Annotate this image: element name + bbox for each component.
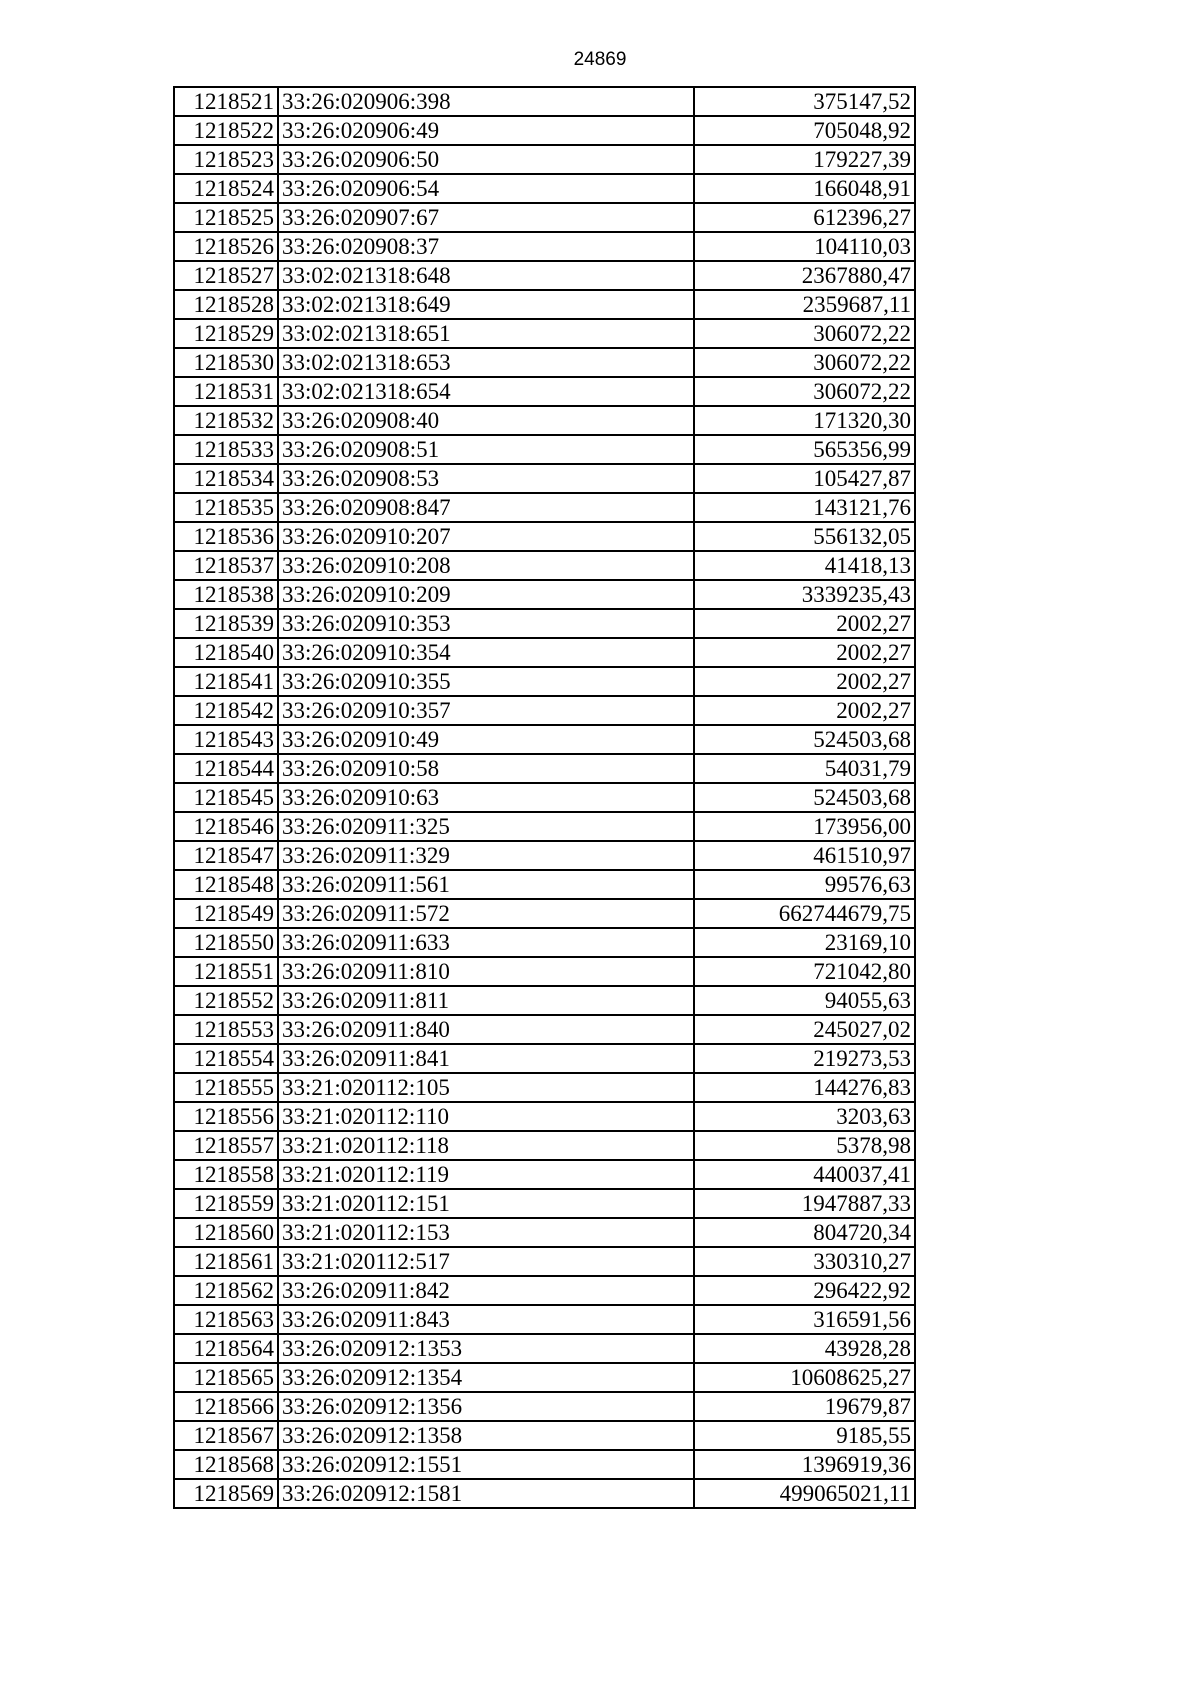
cadastral-number-cell: 33:26:020908:37: [278, 232, 694, 261]
row-id-cell: 1218533: [174, 435, 278, 464]
cadastral-value-cell: 662744679,75: [694, 899, 915, 928]
row-id-cell: 1218540: [174, 638, 278, 667]
page-number: 24869: [573, 49, 627, 70]
cadastral-number-cell: 33:02:021318:653: [278, 348, 694, 377]
row-id-cell: 1218535: [174, 493, 278, 522]
cadastral-value-cell: 721042,80: [694, 957, 915, 986]
table-row: [174, 406, 915, 435]
table-row: [174, 696, 915, 725]
cadastral-number-cell: 33:26:020911:572: [278, 899, 694, 928]
row-id-cell: 1218559: [174, 1189, 278, 1218]
table-row: [174, 638, 915, 667]
table-row: [174, 493, 915, 522]
cadastral-number-cell: 33:26:020906:50: [278, 145, 694, 174]
cadastral-value-cell: 54031,79: [694, 754, 915, 783]
table-row: [174, 580, 915, 609]
row-id-cell: 1218523: [174, 145, 278, 174]
cadastral-value-cell: 245027,02: [694, 1015, 915, 1044]
table-row: [174, 348, 915, 377]
cadastral-number-cell: 33:26:020907:67: [278, 203, 694, 232]
table-row: [174, 319, 915, 348]
table-row: [174, 1421, 915, 1450]
row-id-cell: 1218537: [174, 551, 278, 580]
cadastral-value-cell: 10608625,27: [694, 1363, 915, 1392]
cadastral-value-cell: 41418,13: [694, 551, 915, 580]
cadastral-value-cell: 143121,76: [694, 493, 915, 522]
row-id-cell: 1218545: [174, 783, 278, 812]
table-row: [174, 1131, 915, 1160]
cadastral-number-cell: 33:26:020910:354: [278, 638, 694, 667]
table-row: [174, 1450, 915, 1479]
cadastral-value-cell: 2002,27: [694, 667, 915, 696]
table-row: [174, 145, 915, 174]
table-row: [174, 1218, 915, 1247]
row-id-cell: 1218541: [174, 667, 278, 696]
cadastral-number-cell: 33:26:020911:841: [278, 1044, 694, 1073]
row-id-cell: 1218539: [174, 609, 278, 638]
cadastral-value-cell: 375147,52: [694, 87, 915, 116]
cadastral-value-cell: 1396919,36: [694, 1450, 915, 1479]
table-row: [174, 667, 915, 696]
row-id-cell: 1218556: [174, 1102, 278, 1131]
row-id-cell: 1218532: [174, 406, 278, 435]
cadastral-number-cell: 33:02:021318:651: [278, 319, 694, 348]
cadastral-number-cell: 33:21:020112:110: [278, 1102, 694, 1131]
row-id-cell: 1218526: [174, 232, 278, 261]
row-id-cell: 1218534: [174, 464, 278, 493]
cadastral-number-cell: 33:26:020911:843: [278, 1305, 694, 1334]
row-id-cell: 1218551: [174, 957, 278, 986]
table-row: [174, 551, 915, 580]
cadastral-number-cell: 33:21:020112:517: [278, 1247, 694, 1276]
row-id-cell: 1218548: [174, 870, 278, 899]
cadastral-value-cell: 524503,68: [694, 725, 915, 754]
row-id-cell: 1218524: [174, 174, 278, 203]
cadastral-value-cell: 306072,22: [694, 377, 915, 406]
table-row: [174, 783, 915, 812]
cadastral-number-cell: 33:02:021318:654: [278, 377, 694, 406]
table-row: [174, 290, 915, 319]
row-id-cell: 1218560: [174, 1218, 278, 1247]
table-row: [174, 435, 915, 464]
table-row: [174, 986, 915, 1015]
cadastral-value-cell: 705048,92: [694, 116, 915, 145]
row-id-cell: 1218555: [174, 1073, 278, 1102]
table-body: [174, 87, 915, 1508]
cadastral-number-cell: 33:26:020910:49: [278, 725, 694, 754]
table-row: [174, 870, 915, 899]
cadastral-number-cell: 33:26:020911:329: [278, 841, 694, 870]
row-id-cell: 1218562: [174, 1276, 278, 1305]
cadastral-value-cell: 144276,83: [694, 1073, 915, 1102]
cadastral-value-cell: 804720,34: [694, 1218, 915, 1247]
cadastral-number-cell: 33:26:020908:53: [278, 464, 694, 493]
row-id-cell: 1218565: [174, 1363, 278, 1392]
table-row: [174, 957, 915, 986]
cadastral-number-cell: 33:26:020912:1358: [278, 1421, 694, 1450]
cadastral-value-cell: 219273,53: [694, 1044, 915, 1073]
cadastral-value-cell: 3339235,43: [694, 580, 915, 609]
table-row: [174, 1363, 915, 1392]
table-row: [174, 1305, 915, 1334]
cadastral-value-cell: 524503,68: [694, 783, 915, 812]
row-id-cell: 1218530: [174, 348, 278, 377]
row-id-cell: 1218557: [174, 1131, 278, 1160]
row-id-cell: 1218542: [174, 696, 278, 725]
row-id-cell: 1218521: [174, 87, 278, 116]
cadastral-value-cell: 94055,63: [694, 986, 915, 1015]
cadastral-value-cell: 556132,05: [694, 522, 915, 551]
cadastral-value-cell: 2002,27: [694, 638, 915, 667]
table-row: [174, 1479, 915, 1508]
row-id-cell: 1218566: [174, 1392, 278, 1421]
cadastral-number-cell: 33:26:020910:357: [278, 696, 694, 725]
cadastral-number-cell: 33:26:020911:810: [278, 957, 694, 986]
cadastral-value-cell: 179227,39: [694, 145, 915, 174]
table-row: [174, 116, 915, 145]
cadastral-value-cell: 612396,27: [694, 203, 915, 232]
cadastral-value-cell: 296422,92: [694, 1276, 915, 1305]
row-id-cell: 1218527: [174, 261, 278, 290]
cadastral-value-cell: 330310,27: [694, 1247, 915, 1276]
cadastral-number-cell: 33:26:020908:40: [278, 406, 694, 435]
cadastral-number-cell: 33:21:020112:151: [278, 1189, 694, 1218]
table-row: [174, 1392, 915, 1421]
cadastral-value-cell: 306072,22: [694, 348, 915, 377]
cadastral-number-cell: 33:21:020112:119: [278, 1160, 694, 1189]
cadastral-value-cell: 2002,27: [694, 609, 915, 638]
cadastral-number-cell: 33:26:020911:811: [278, 986, 694, 1015]
cadastral-value-cell: 43928,28: [694, 1334, 915, 1363]
table-row: [174, 928, 915, 957]
row-id-cell: 1218554: [174, 1044, 278, 1073]
cadastral-number-cell: 33:26:020912:1581: [278, 1479, 694, 1508]
row-id-cell: 1218531: [174, 377, 278, 406]
cadastral-number-cell: 33:02:021318:648: [278, 261, 694, 290]
table-row: [174, 841, 915, 870]
cadastral-value-cell: 5378,98: [694, 1131, 915, 1160]
cadastral-number-cell: 33:26:020910:353: [278, 609, 694, 638]
cadastral-value-cell: 316591,56: [694, 1305, 915, 1334]
row-id-cell: 1218549: [174, 899, 278, 928]
cadastral-number-cell: 33:26:020910:63: [278, 783, 694, 812]
row-id-cell: 1218546: [174, 812, 278, 841]
cadastral-value-cell: 461510,97: [694, 841, 915, 870]
table-row: [174, 899, 915, 928]
table-row: [174, 522, 915, 551]
table-row: [174, 174, 915, 203]
cadastral-number-cell: 33:26:020906:398: [278, 87, 694, 116]
cadastral-value-cell: 306072,22: [694, 319, 915, 348]
table-row: [174, 87, 915, 116]
cadastral-number-cell: 33:26:020910:355: [278, 667, 694, 696]
cadastral-value-cell: 19679,87: [694, 1392, 915, 1421]
cadastral-value-cell: 3203,63: [694, 1102, 915, 1131]
row-id-cell: 1218568: [174, 1450, 278, 1479]
cadastral-value-cell: 2359687,11: [694, 290, 915, 319]
cadastral-value-cell: 166048,91: [694, 174, 915, 203]
table-row: [174, 464, 915, 493]
cadastral-number-cell: 33:26:020906:49: [278, 116, 694, 145]
cadastral-number-cell: 33:26:020911:842: [278, 1276, 694, 1305]
table-row: [174, 1160, 915, 1189]
cadastral-number-cell: 33:26:020906:54: [278, 174, 694, 203]
table-row: [174, 261, 915, 290]
table-row: [174, 812, 915, 841]
cadastral-value-cell: 99576,63: [694, 870, 915, 899]
cadastral-value-cell: 440037,41: [694, 1160, 915, 1189]
cadastral-number-cell: 33:26:020911:633: [278, 928, 694, 957]
row-id-cell: 1218569: [174, 1479, 278, 1508]
table-row: [174, 1073, 915, 1102]
cadastral-value-cell: 105427,87: [694, 464, 915, 493]
row-id-cell: 1218522: [174, 116, 278, 145]
cadastral-number-cell: 33:21:020112:105: [278, 1073, 694, 1102]
cadastral-number-cell: 33:26:020911:325: [278, 812, 694, 841]
table-row: [174, 203, 915, 232]
cadastral-number-cell: 33:26:020911:840: [278, 1015, 694, 1044]
cadastral-number-cell: 33:21:020112:118: [278, 1131, 694, 1160]
cadastral-value-cell: 2367880,47: [694, 261, 915, 290]
table-row: [174, 1015, 915, 1044]
cadastral-number-cell: 33:26:020911:561: [278, 870, 694, 899]
row-id-cell: 1218563: [174, 1305, 278, 1334]
cadastral-value-cell: 173956,00: [694, 812, 915, 841]
row-id-cell: 1218544: [174, 754, 278, 783]
cadastral-value-table: [173, 86, 916, 1509]
cadastral-number-cell: 33:26:020908:847: [278, 493, 694, 522]
table-row: [174, 609, 915, 638]
table-row: [174, 232, 915, 261]
row-id-cell: 1218564: [174, 1334, 278, 1363]
row-id-cell: 1218536: [174, 522, 278, 551]
cadastral-value-cell: 104110,03: [694, 232, 915, 261]
cadastral-value-cell: 171320,30: [694, 406, 915, 435]
table-row: [174, 1276, 915, 1305]
cadastral-value-cell: 1947887,33: [694, 1189, 915, 1218]
cadastral-number-cell: 33:26:020910:58: [278, 754, 694, 783]
row-id-cell: 1218553: [174, 1015, 278, 1044]
cadastral-value-cell: 499065021,11: [694, 1479, 915, 1508]
table-row: [174, 754, 915, 783]
cadastral-number-cell: 33:21:020112:153: [278, 1218, 694, 1247]
row-id-cell: 1218567: [174, 1421, 278, 1450]
table-row: [174, 1102, 915, 1131]
row-id-cell: 1218538: [174, 580, 278, 609]
cadastral-number-cell: 33:26:020910:207: [278, 522, 694, 551]
cadastral-number-cell: 33:26:020912:1354: [278, 1363, 694, 1392]
row-id-cell: 1218550: [174, 928, 278, 957]
cadastral-number-cell: 33:26:020908:51: [278, 435, 694, 464]
cadastral-value-cell: 9185,55: [694, 1421, 915, 1450]
table-row: [174, 1189, 915, 1218]
row-id-cell: 1218561: [174, 1247, 278, 1276]
cadastral-number-cell: 33:26:020912:1551: [278, 1450, 694, 1479]
row-id-cell: 1218558: [174, 1160, 278, 1189]
table-row: [174, 725, 915, 754]
cadastral-value-cell: 2002,27: [694, 696, 915, 725]
row-id-cell: 1218529: [174, 319, 278, 348]
table-row: [174, 1044, 915, 1073]
row-id-cell: 1218547: [174, 841, 278, 870]
cadastral-number-cell: 33:26:020910:209: [278, 580, 694, 609]
table-row: [174, 1247, 915, 1276]
cadastral-value-cell: 565356,99: [694, 435, 915, 464]
cadastral-number-cell: 33:26:020912:1353: [278, 1334, 694, 1363]
table-row: [174, 377, 915, 406]
cadastral-number-cell: 33:02:021318:649: [278, 290, 694, 319]
cadastral-number-cell: 33:26:020910:208: [278, 551, 694, 580]
row-id-cell: 1218543: [174, 725, 278, 754]
row-id-cell: 1218528: [174, 290, 278, 319]
row-id-cell: 1218525: [174, 203, 278, 232]
table-row: [174, 1334, 915, 1363]
cadastral-value-cell: 23169,10: [694, 928, 915, 957]
cadastral-number-cell: 33:26:020912:1356: [278, 1392, 694, 1421]
row-id-cell: 1218552: [174, 986, 278, 1015]
